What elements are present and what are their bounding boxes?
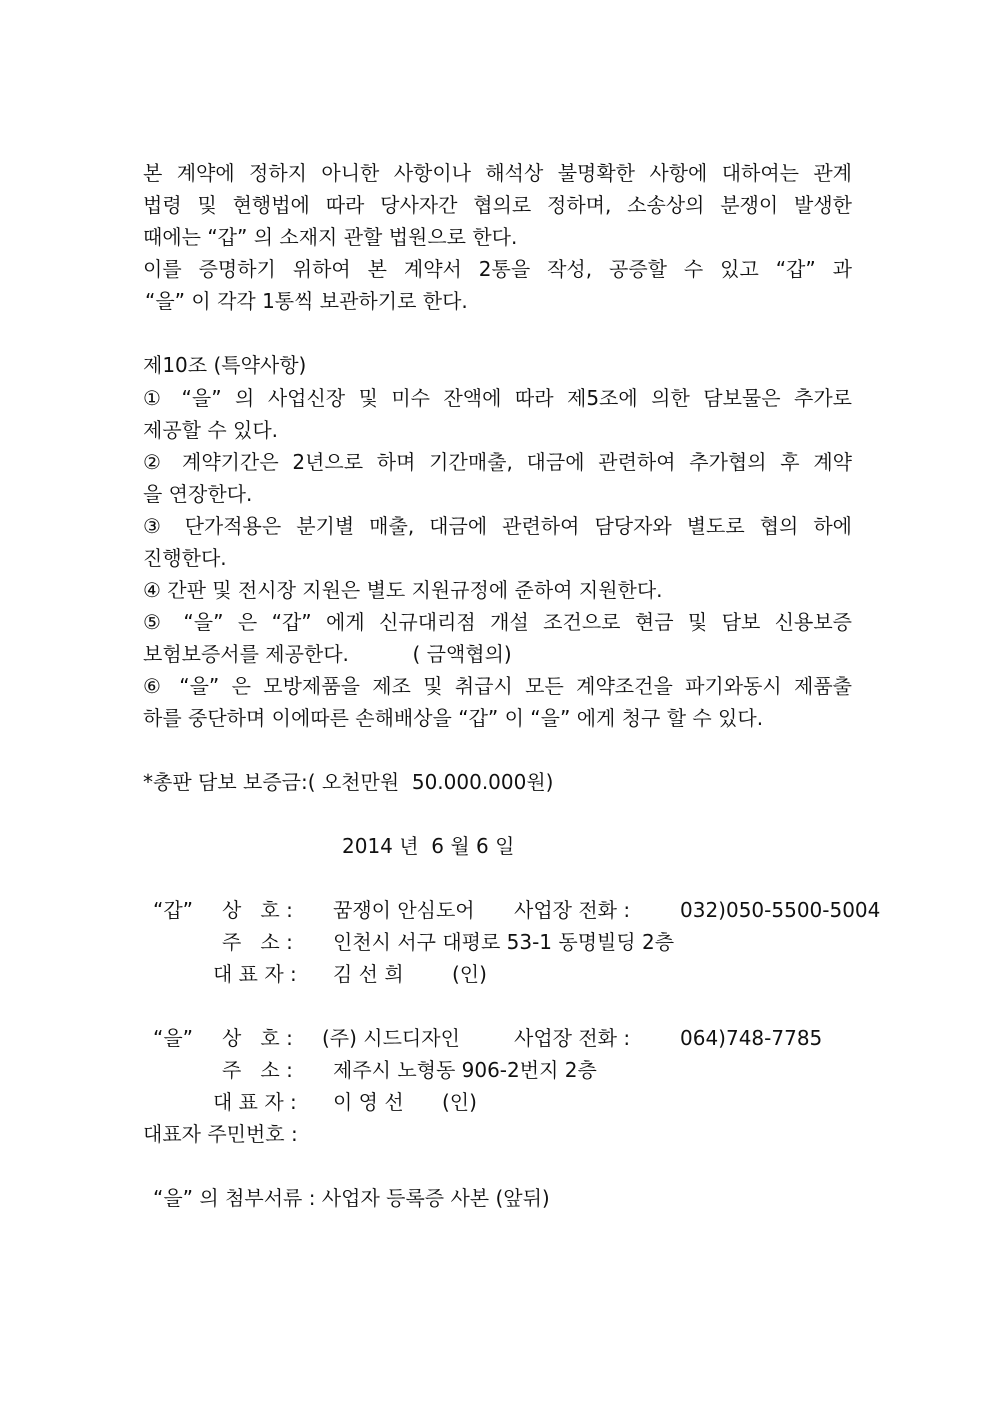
paragraph-2-line-2: “을” 이 각각 1통씩 보관하기로 한다. [145, 289, 468, 313]
party-eul-row-1 [0, 1023, 992, 1053]
party-eul-business-name: (주) 시드디자인 [322, 1026, 460, 1050]
article-10-item-1-line-2: 제공할 수 있다. [143, 418, 278, 442]
party-eul-role: “을” [153, 1026, 194, 1050]
party-gap-seal: (인) [452, 962, 487, 986]
party-gap-row-3 [0, 959, 992, 989]
party-eul-address-label: 주 소 : [222, 1058, 293, 1082]
article-10-item-1-line-1: ① “을” 의 사업신장 및 미수 잔액에 따라 제5조에 의한 담보물은 추가로 [143, 386, 852, 410]
article-10-heading: 제10조 (특약사항) [143, 353, 307, 377]
party-eul-row-2 [0, 1055, 992, 1085]
paragraph-1-line-1: 본 계약에 정하지 아니한 사항이나 해석상 불명확한 사항에 대하여는 관계 [143, 161, 852, 185]
attachments: “을” 의 첨부서류 : 사업자 등록증 사본 (앞뒤) [153, 1186, 550, 1210]
contract-date: 2014 년 6 월 6 일 [342, 834, 515, 858]
article-10-item-6-line-1: ⑥ “을” 은 모방제품을 제조 및 취급시 모든 계약조건을 파기와동시 제품출 [143, 674, 852, 698]
article-10-item-2-line-1: ② 계약기간은 2년으로 하며 기간매출, 대금에 관련하여 추가협의 후 계약 [143, 450, 852, 474]
party-gap-phone: 032)050-5500-5004 [680, 898, 881, 922]
party-gap-rep-label: 대 표 자 : [213, 962, 297, 986]
party-eul-row-3 [0, 1087, 992, 1117]
party-gap-row-2 [0, 927, 992, 957]
paragraph-2-line-1: 이를 증명하기 위하여 본 계약서 2통을 작성, 공증할 수 있고 “갑” 과 [143, 257, 852, 281]
party-eul-phone: 064)748-7785 [680, 1026, 823, 1050]
party-gap-address-label: 주 소 : [222, 930, 293, 954]
article-10-item-4-line-1: ④ 간판 및 전시장 지원은 별도 지원규정에 준하여 지원한다. [143, 578, 663, 602]
party-gap-phone-label: 사업장 전화 : [514, 898, 631, 922]
party-eul-name-label: 상 호 : [222, 1026, 293, 1050]
paragraph-1-line-2: 법령 및 현행법에 따라 당사자간 협의로 정하며, 소송상의 분쟁이 발생한 [143, 193, 852, 217]
article-10-item-3-line-2: 진행한다. [143, 546, 227, 570]
party-gap-name-label: 상 호 : [222, 898, 293, 922]
party-gap-rep: 김 선 희 [333, 962, 404, 986]
party-eul-seal: (인) [442, 1090, 477, 1114]
party-gap-address: 인천시 서구 대평로 53-1 동명빌딩 2층 [333, 930, 675, 954]
article-10-item-2-line-2: 을 연장한다. [143, 482, 253, 506]
party-eul-rep-label: 대 표 자 : [213, 1090, 297, 1114]
deposit-amount: *총판 담보 보증금:( 오천만원 50.000.000원) [143, 770, 554, 794]
paragraph-1-line-3: 때에는 “갑” 의 소재지 관할 법원으로 한다. [143, 225, 518, 249]
party-eul-address: 제주시 노형동 906-2번지 2층 [333, 1058, 597, 1082]
party-gap-business-name: 꿈쟁이 안심도어 [333, 898, 475, 922]
article-10-item-5-line-1: ⑤ “을” 은 “갑” 에게 신규대리점 개설 조건으로 현금 및 담보 신용보증 [143, 610, 852, 634]
article-10-item-5-line-2: 보험보증서를 제공한다. ( 금액협의) [143, 642, 512, 666]
article-10-item-6-line-2: 하를 중단하며 이에따른 손해배상을 “갑” 이 “을” 에게 청구 할 수 있다. [143, 706, 764, 730]
party-gap-row-1 [0, 895, 992, 925]
article-10-item-3-line-1: ③ 단가적용은 분기별 매출, 대금에 관련하여 담당자와 별도로 협의 하에 [143, 514, 852, 538]
party-eul-phone-label: 사업장 전화 : [514, 1026, 631, 1050]
party-eul-rep: 이 영 선 [333, 1090, 404, 1114]
party-gap-role: “갑” [153, 898, 194, 922]
rep-id-label: 대표자 주민번호 : [143, 1122, 298, 1146]
